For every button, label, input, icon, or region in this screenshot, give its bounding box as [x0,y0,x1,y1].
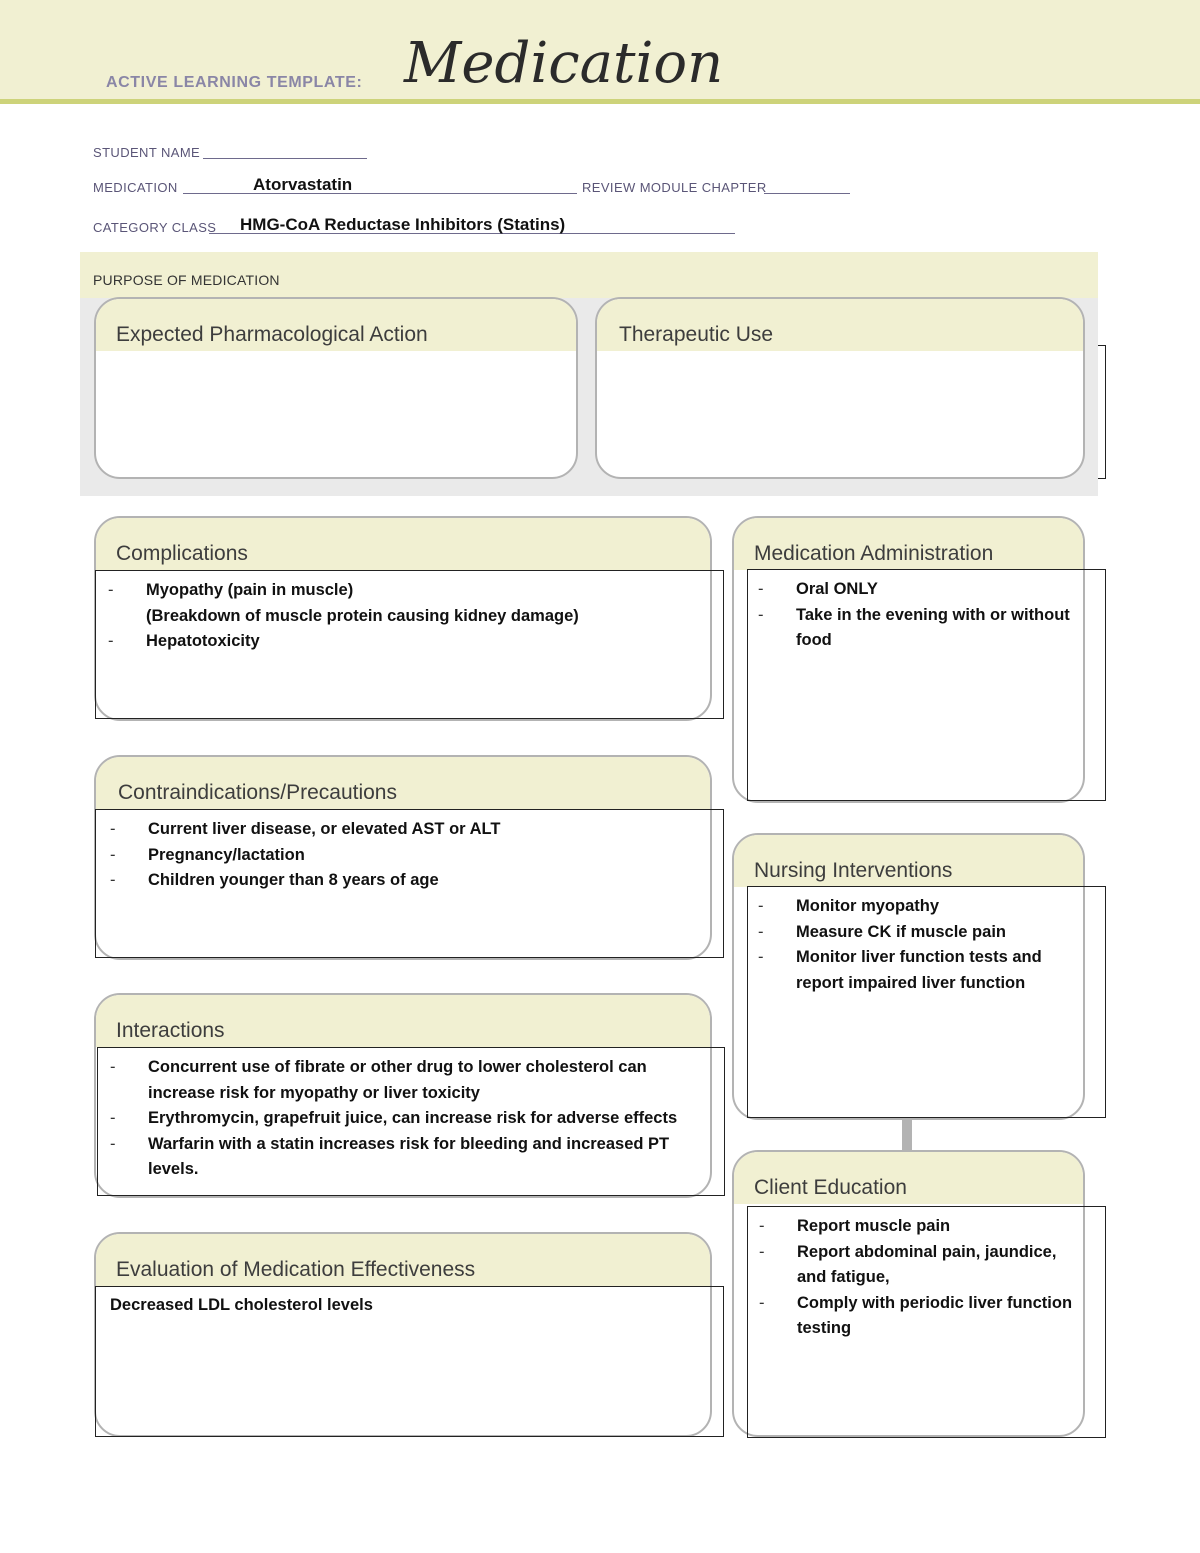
list-item: - Report muscle pain [759,1214,1089,1240]
therapeutic-use-title: Therapeutic Use [619,323,774,346]
list-item: - Oral ONLY [758,577,1088,603]
purpose-label: PURPOSE OF MEDICATION [93,272,280,288]
administration-list [758,577,1088,654]
therapeutic-bracket [1098,345,1106,479]
page-title: Medication [404,31,724,96]
list-item: - Take in the evening with or without food [758,603,1088,654]
administration-title: Medication Administration [754,542,994,565]
therapeutic-use-card[interactable] [595,297,1085,479]
review-module-label: REVIEW MODULE CHAPTER [582,180,767,195]
list-item: - Erythromycin, grapefruit juice, can increase risk for adverse effects [110,1106,695,1132]
medication-value: Atorvastatin [253,175,353,194]
expected-action-title: Expected Pharmacological Action [116,323,428,346]
list-item: - Current liver disease, or elevated AST or ALT [110,817,710,843]
review-module-field[interactable] [764,193,850,194]
student-name-field[interactable] [203,158,367,159]
complications-list [108,578,708,655]
medication-field[interactable] [183,193,577,194]
list-item: - Myopathy (pain in muscle) (Breakdown of muscle protein causing kidney damage) [108,578,708,629]
list-item: - Report abdominal pain, jaundice, and fatigue, [759,1240,1089,1291]
expected-action-card[interactable] [94,297,578,479]
contraindications-title: Contraindications/Precautions [118,781,397,804]
list-item: - Monitor myopathy [758,894,1073,920]
connector-bar [902,1120,912,1152]
list-item: - Children younger than 8 years of age [110,868,710,894]
interactions-list [110,1055,695,1183]
education-list [759,1214,1089,1342]
complications-title: Complications [116,542,248,565]
contraindications-list [110,817,710,894]
list-item: - Comply with periodic liver function testing [759,1291,1089,1342]
list-item: - Warfarin with a statin increases risk for bleeding and increased PT levels. [110,1132,695,1183]
medication-label: MEDICATION [93,180,178,195]
list-item: - Hepatotoxicity [108,629,708,655]
list-item: - Concurrent use of fibrate or other drug to lower cholesterol can increase risk for myopathy or liver toxicity [110,1055,695,1106]
header-rule [0,99,1200,104]
education-title: Client Education [754,1176,907,1199]
list-item: - Pregnancy/lactation [110,843,710,869]
category-class-label: CATEGORY CLASS [93,220,217,235]
interactions-title: Interactions [116,1019,225,1042]
evaluation-title: Evaluation of Medication Effectiveness [116,1258,476,1281]
nursing-title: Nursing Interventions [754,859,953,882]
template-label: ACTIVE LEARNING TEMPLATE: [106,74,363,91]
evaluation-text: Decreased LDL cholesterol levels [110,1296,373,1314]
list-item: - Monitor liver function tests and report impaired liver function [758,945,1073,996]
student-name-label: STUDENT NAME [93,145,201,160]
nursing-list [758,894,1073,996]
list-item: - Measure CK if muscle pain [758,920,1073,946]
category-class-value: HMG-CoA Reductase Inhibitors (Statins) [240,215,566,234]
